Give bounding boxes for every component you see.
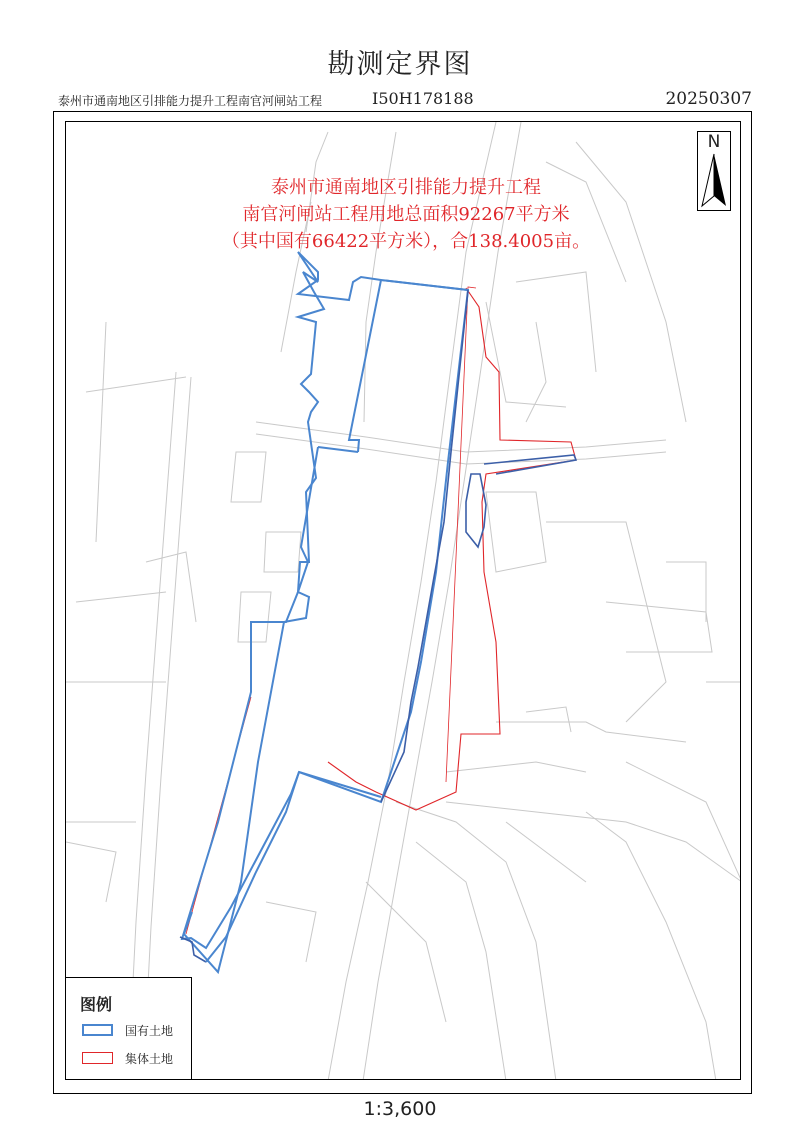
legend-item-collective-land <box>82 1050 173 1066</box>
annotation-line-2: 南官河闸站工程用地总面积92267平方米 <box>242 204 570 225</box>
legend-item-state-land <box>82 1022 173 1038</box>
state-land-swatch <box>82 1024 113 1036</box>
map-frame <box>65 121 741 1080</box>
basemap <box>66 122 741 1080</box>
legend-title: 图例 <box>80 995 113 1014</box>
annotation-line-3: （其中国有66422平方米），合138.4005亩。 <box>221 231 591 252</box>
project-name: 泰州市通南地区引排能力提升工程南官河闸站工程 <box>58 94 323 108</box>
map-scale: 1:3,600 <box>363 1098 437 1120</box>
state-land-parcel-main <box>182 252 468 948</box>
annotation-line-1: 泰州市通南地区引排能力提升工程 <box>271 177 541 198</box>
area-annotation <box>186 174 626 255</box>
legend <box>66 977 192 1080</box>
north-letter: N <box>707 132 721 152</box>
sheet-number: I50H178188 <box>372 89 474 108</box>
legend-label: 国有土地 <box>125 1023 174 1038</box>
map-title: 勘测定界图 <box>327 49 473 80</box>
north-arrow-icon <box>699 152 729 208</box>
collective-land-swatch <box>82 1052 113 1064</box>
legend-label: 集体土地 <box>125 1051 174 1066</box>
north-arrow <box>697 131 731 211</box>
survey-date: 20250307 <box>665 89 752 109</box>
